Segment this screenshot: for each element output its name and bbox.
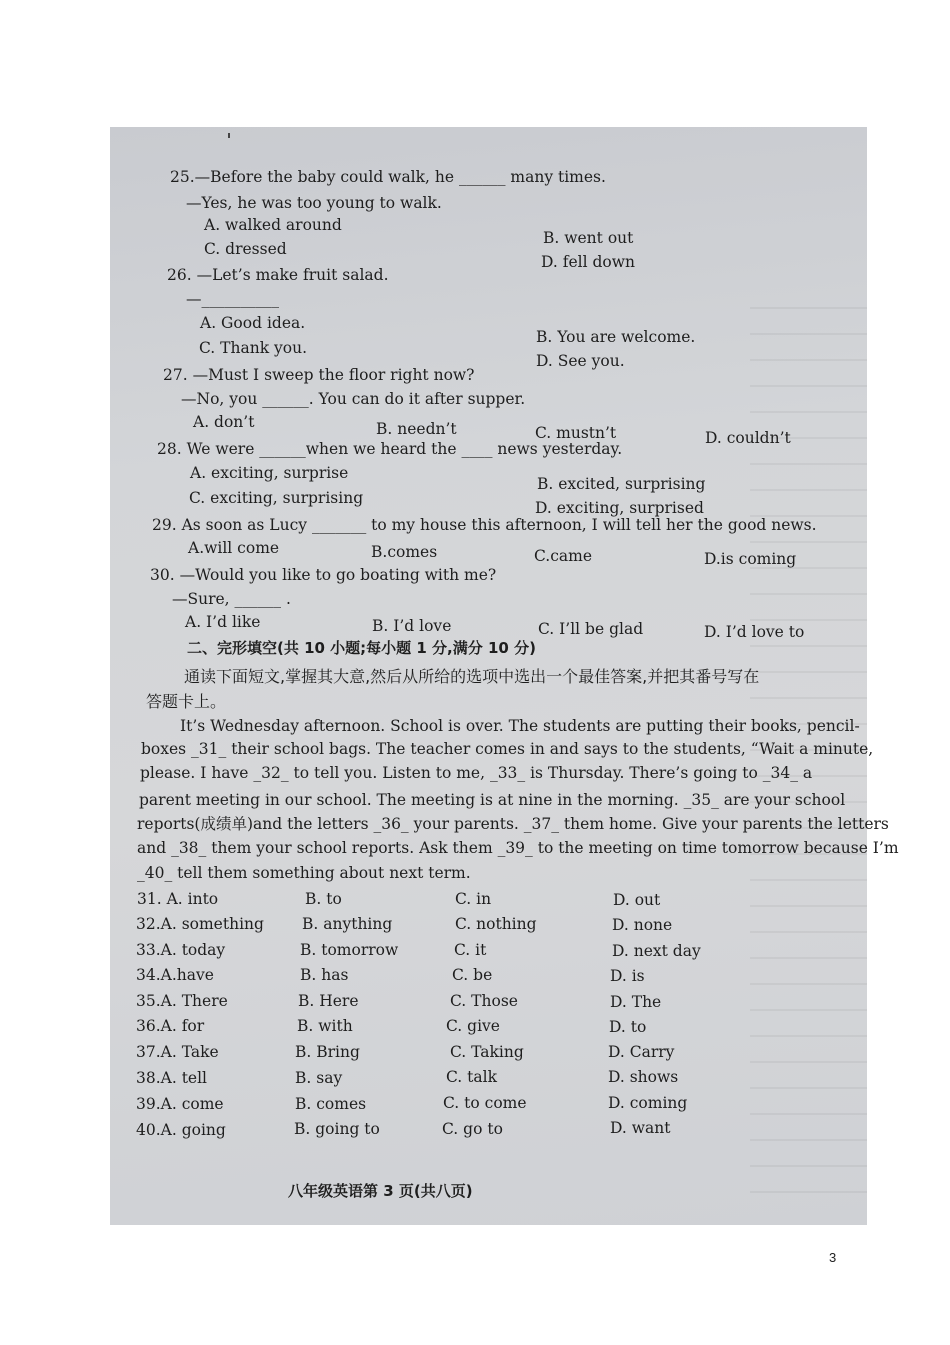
cloze-option: D. shows [608, 1068, 679, 1086]
cloze-option: C. nothing [455, 915, 537, 933]
q27-stem: 27. —Must I sweep the floor right now? [163, 366, 475, 384]
passage-line-3: please. I have _32_ to tell you. Listen to me, _33_ is Thursday. There’s going to _34_ a [140, 764, 813, 782]
cloze-option: 32.A. something [136, 915, 264, 933]
q27-option-a: A. don’t [193, 413, 255, 431]
q29-option-c: C.came [534, 547, 593, 565]
q28-stem: 28. We were ______when we heard the ____ news yesterday. [157, 440, 623, 458]
cloze-option: D. coming [608, 1094, 688, 1112]
cloze-option: 36.A. for [136, 1017, 205, 1035]
q25-option-d: D. fell down [541, 253, 635, 271]
cloze-option: C. go to [442, 1120, 503, 1138]
cloze-option: C. it [454, 941, 487, 959]
cloze-option: D. is [610, 967, 645, 985]
cloze-option: 35.A. There [136, 992, 228, 1010]
cloze-option: C. be [452, 966, 493, 984]
cloze-option: 33.A. today [136, 941, 226, 959]
q29-option-b: B.comes [371, 543, 438, 561]
q25-option-c: C. dressed [204, 240, 287, 258]
cloze-option: 37.A. Take [136, 1043, 219, 1061]
q26-option-a: A. Good idea. [200, 314, 306, 332]
passage-line-4: parent meeting in our school. The meeting is at nine in the morning. _35_ are your school [139, 791, 846, 809]
q28-option-b: B. excited, surprising [537, 475, 706, 493]
q25-option-b: B. went out [543, 229, 634, 247]
section-2-title: 二、完形填空(共 10 小题;每小题 1 分,满分 10 分) [187, 639, 536, 657]
q26-option-c: C. Thank you. [199, 339, 308, 357]
scan-mark [228, 133, 230, 138]
q29-stem: 29. As soon as Lucy _______ to my house this afternoon, I will tell her the good news. [152, 516, 817, 534]
cloze-option: 39.A. come [136, 1095, 224, 1113]
q28-option-c: C. exciting, surprising [189, 489, 364, 507]
cloze-option: B. going to [294, 1120, 380, 1138]
cloze-option: D. want [610, 1119, 671, 1137]
cloze-option: 40.A. going [136, 1121, 226, 1139]
q28-option-d: D. exciting, surprised [535, 499, 704, 517]
q27-option-b: B. needn’t [376, 420, 457, 438]
cloze-option: 38.A. tell [136, 1069, 208, 1087]
cloze-option: D. none [612, 916, 673, 934]
q26-answer-line: —__________ [186, 290, 279, 308]
cloze-option: 34.A.have [136, 966, 214, 984]
q29-option-a: A.will come [188, 539, 280, 557]
q30-stem: 30. —Would you like to go boating with me? [150, 566, 497, 584]
passage-line-7: _40_ tell them something about next term. [137, 864, 471, 882]
q28-option-a: A. exciting, surprise [190, 464, 349, 482]
cloze-option: B. Bring [295, 1043, 360, 1061]
q25-stem: 25.—Before the baby could walk, he ______ many times. [170, 168, 606, 186]
q30-option-a: A. I’d like [185, 613, 261, 631]
cloze-option: D. to [609, 1018, 647, 1036]
passage-line-1: It’s Wednesday afternoon. School is over. The students are putting their books, pencil- [180, 717, 860, 735]
section-2-instruction: 通读下面短文,掌握其大意,然后从所给的选项中选出一个最佳答案,并把其番号写在 [184, 667, 760, 686]
q27-option-c: C. mustn’t [535, 424, 617, 442]
cloze-option: C. Taking [450, 1043, 524, 1061]
cloze-option: B. tomorrow [300, 941, 399, 959]
passage-line-2: boxes _31_ their school bags. The teacher comes in and says to the students, “Wait a minute, [141, 740, 874, 758]
cloze-option: D. next day [612, 942, 701, 960]
q25-option-a: A. walked around [204, 216, 342, 234]
cloze-option: C. to come [443, 1094, 527, 1112]
q30-option-d: D. I’d love to [704, 623, 805, 641]
passage-line-5: reports(成绩单)and the letters _36_ your parents. _37_ them home. Give your parents the letters [137, 815, 889, 833]
q27-option-d: D. couldn’t [705, 429, 791, 447]
cloze-option: D. out [613, 891, 661, 909]
page-number: 3 [829, 1250, 837, 1265]
cloze-option: C. in [455, 890, 492, 908]
cloze-option: B. say [295, 1069, 343, 1087]
page-footer: 八年级英语第 3 页(共八页) [288, 1182, 473, 1200]
q26-option-b: B. You are welcome. [536, 328, 696, 346]
cloze-option: B. with [297, 1017, 353, 1035]
q30-option-b: B. I’d love [372, 617, 452, 635]
q29-option-d: D.is coming [704, 550, 797, 568]
cloze-option: B. comes [295, 1095, 367, 1113]
cloze-option: B. has [300, 966, 349, 984]
q26-option-d: D. See you. [536, 352, 625, 370]
q27-answer-line: —No, you ______. You can do it after supper. [181, 390, 526, 408]
cloze-option: B. to [305, 890, 342, 908]
cloze-option: 31. A. into [137, 890, 219, 908]
cloze-option: C. give [446, 1017, 500, 1035]
cloze-option: C. talk [446, 1068, 497, 1086]
q30-option-c: C. I’ll be glad [538, 620, 644, 638]
cloze-option: C. Those [450, 992, 518, 1010]
passage-line-6: and _38_ them your school reports. Ask them _39_ to the meeting on time tomorrow because I’m [137, 839, 899, 857]
q26-stem: 26. —Let’s make fruit salad. [167, 266, 389, 284]
cloze-option: D. Carry [608, 1043, 675, 1061]
cloze-option: B. anything [302, 915, 393, 933]
cloze-option: B. Here [298, 992, 359, 1010]
cloze-option: D. The [610, 993, 662, 1011]
q30-answer-line: —Sure, ______ . [172, 590, 291, 608]
section-2-instruction-cont: 答题卡上。 [146, 692, 227, 711]
q25-answer-line: —Yes, he was too young to walk. [186, 194, 442, 212]
